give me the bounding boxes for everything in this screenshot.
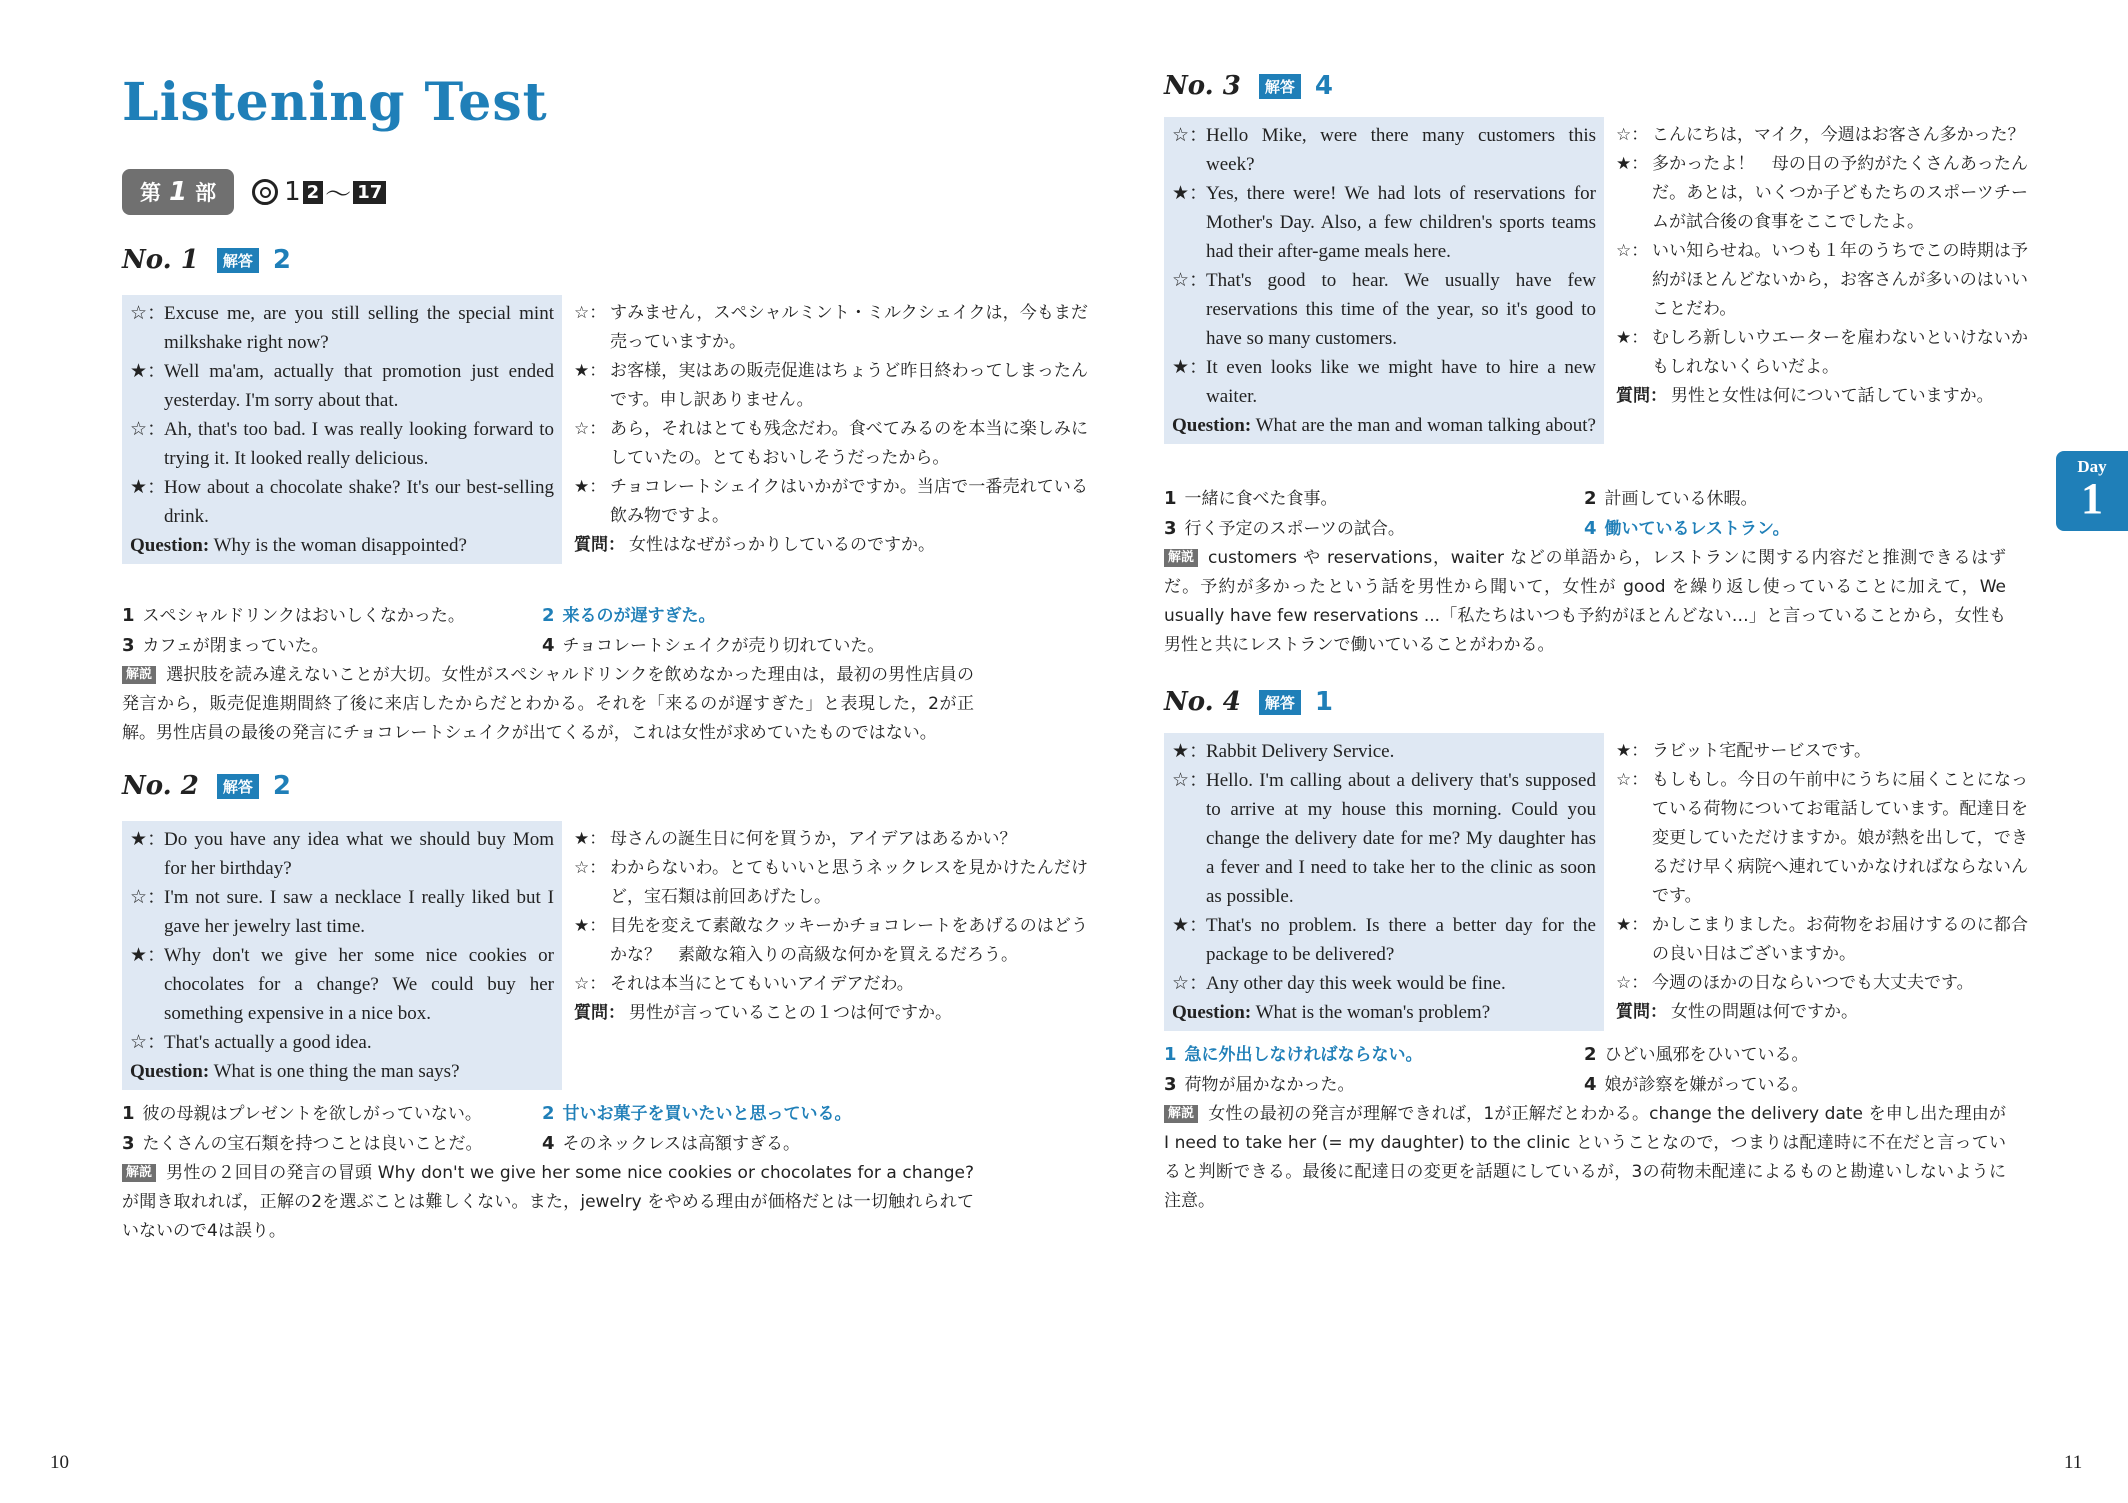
explanation-1 [122, 661, 974, 748]
choice: 4 そのネックレスは高額すぎる。 [542, 1133, 801, 1154]
translation-question: 質問： 女性はなぜがっかりしているのですか。 [574, 535, 935, 555]
script-line: ☆： Hello Mike, were there many customers this week? [1172, 125, 1596, 175]
choices-3 [1164, 484, 2004, 544]
choice-correct: 4 働いているレストラン。 [1584, 518, 1790, 539]
answer-number: 2 [272, 245, 291, 275]
script-line: ☆： I'm not sure. I saw a necklace I really liked but I gave her jewelry last time. [130, 887, 554, 937]
choice: 3 荷物が届かなかった。 [1164, 1074, 1355, 1095]
day-tab [2056, 451, 2128, 531]
choice: 2 ひどい風邪をひいている。 [1584, 1044, 1809, 1065]
translation-question: 質問： 男性が言っていることの１つは何ですか。 [574, 1003, 952, 1023]
answer-number: 1 [1314, 687, 1333, 717]
choices-4 [1164, 1040, 2004, 1100]
question-header-4 [1164, 687, 1333, 717]
translation-line: ☆： 今週のほかの日ならいつでも大丈夫です。 [1616, 973, 1974, 993]
translation-line: ☆： それは本当にとてもいいアイデアだわ。 [574, 974, 914, 994]
answer-number: 4 [1314, 71, 1333, 101]
choice-correct: 2 来るのが遅すぎた。 [542, 605, 716, 626]
script-line: ★： How about a chocolate shake? It's our best-selling drink. [130, 477, 554, 527]
script-line: ☆： That's actually a good idea. [130, 1032, 372, 1053]
cd-icon [252, 179, 278, 205]
part-label-pre: 第 [140, 181, 161, 205]
explanation-tag: 解説 [122, 1164, 156, 1182]
day-number: 1 [2081, 474, 2103, 523]
choices-1 [122, 601, 962, 661]
script-line: ☆： Hello. I'm calling about a delivery that's supposed to arrive at my house this morning. Could you change the delivery date for me? My daughter has a fever and I need to take her to the clinic as soon as possible. [1172, 770, 1596, 907]
explanation-text: 男性の２回目の発言の冒頭 Why don't we give her some nice cookies or chocolates for a change? が聞き取れれば，正解の2を選ぶことは難しくない。また，jewelry をやめる理由が価格だとは一切触れられていないので4は誤り。 [122, 1163, 974, 1241]
script-line: ☆： Any other day this week would be fine. [1172, 973, 1506, 994]
english-script [122, 821, 562, 1090]
answer-number: 2 [272, 771, 291, 801]
japanese-translation [1616, 117, 2028, 411]
script-line: ☆： Ah, that's too bad. I was really looking forward to trying it. It looked really delicious. [130, 419, 554, 469]
choice: 2 計画している休暇。 [1584, 488, 1758, 509]
translation-line: ★： 多かったよ！ 母の日の予約がたくさんあったんだ。あとは，いくつか子どもたちのスポーツチームが試合後の食事をここでしたよ。 [1616, 154, 2028, 232]
explanation-4 [1164, 1100, 2006, 1216]
script-line: ☆： That's good to hear. We usually have few reservations this time of the year, so it's good to have so many customers. [1172, 270, 1596, 349]
script-line: ★： It even looks like we might have to hire a new waiter. [1172, 357, 1596, 407]
explanation-3 [1164, 544, 2006, 660]
translation-line: ☆： もしもし。今日の午前中にうちに届くことになっている荷物についてお電話しています。配達日を変更していただけますか。娘が熱を出して，できるだけ早く病院へ連れていかなければならないんです。 [1616, 770, 2028, 906]
track-from: 2 [303, 181, 324, 204]
choice-correct: 2 甘いお菓子を買いたいと思っている。 [542, 1103, 852, 1124]
part-badge [122, 169, 234, 215]
english-script [1164, 733, 1604, 1031]
question-number: No. 1 [122, 245, 199, 275]
translation-question: 質問： 女性の問題は何ですか。 [1616, 1002, 1858, 1022]
script-line: ★： Why don't we give her some nice cookies or chocolates for a change? We could buy her something expensive in a nice box. [130, 945, 554, 1024]
track-to: 17 [353, 181, 386, 204]
page-title: Listening Test [122, 72, 548, 133]
explanation-2 [122, 1159, 974, 1246]
page-number-right: 11 [2064, 1452, 2083, 1473]
explanation-text: 女性の最初の発言が理解できれば，1が正解だとわかる。change the delivery date を申し出た理由が I need to take her (= my daughter) to the clinic ということなので，つまりは配達時に不在だと言っていると判断できる。最後に配達日の変更を話題にしているが，3の荷物未配達によるものと勘違いしないように注意。 [1164, 1104, 2006, 1211]
explanation-tag: 解説 [122, 666, 156, 684]
question-header-2 [122, 771, 291, 801]
choice: 3 カフェが閉まっていた。 [122, 635, 329, 656]
translation-line: ★： 目先を変えて素敵なクッキーかチョコレートをあげるのはどうかな？ 素敵な箱入りの高級な何かを買えるだろう。 [574, 916, 1088, 965]
track-tilde: 〜 [325, 179, 352, 210]
japanese-translation [574, 821, 1088, 1028]
choices-2 [122, 1099, 962, 1159]
choice: 3 たくさんの宝石類を持つことは良いことだ。 [122, 1133, 483, 1154]
question-line: Question: What are the man and woman talking about? [1172, 415, 1596, 436]
question-line: Question: What is one thing the man says? [130, 1061, 460, 1082]
answer-badge: 解答 [1259, 74, 1301, 99]
day-label: Day [2077, 457, 2107, 476]
translation-line: ☆： あら，それはとても残念だわ。食べてみるのを本当に楽しみにしていたの。とてもおいしそうだったから。 [574, 419, 1088, 468]
script-line: ★： Do you have any idea what we should buy Mom for her birthday? [130, 829, 554, 879]
question-line: Question: What is the woman's problem? [1172, 1002, 1491, 1023]
explanation-tag: 解説 [1164, 1105, 1198, 1123]
japanese-translation [1616, 733, 2028, 1027]
english-script [122, 295, 562, 564]
translation-question: 質問： 男性と女性は何について話していますか。 [1616, 386, 1994, 406]
translation-line: ☆： すみません，スペシャルミント・ミルクシェイクは，今もまだ売っていますか。 [574, 303, 1088, 352]
choice: 3 行く予定のスポーツの試合。 [1164, 518, 1405, 539]
translation-line: ★： かしこまりました。お荷物をお届けするのに都合の良い日はございますか。 [1616, 915, 2028, 964]
script-line: ★： Yes, there were! We had lots of reservations for Mother's Day. Also, a few children's sports teams had their after-game meals here. [1172, 183, 1596, 262]
script-line: ★： That's no problem. Is there a better day for the package to be delivered? [1172, 915, 1596, 965]
part-label-post: 部 [195, 181, 217, 205]
question-number: No. 2 [122, 771, 199, 801]
question-line: Question: Why is the woman disappointed? [130, 535, 467, 556]
answer-badge: 解答 [217, 774, 259, 799]
choice-correct: 1 急に外出しなければならない。 [1164, 1044, 1423, 1065]
part-header [122, 168, 388, 216]
english-script [1164, 117, 1604, 444]
choice: 1 スペシャルドリンクはおいしくなかった。 [122, 605, 465, 626]
choice: 1 彼の母親はプレゼントを欲しがっていない。 [122, 1103, 482, 1124]
translation-line: ★： お客様，実はあの販売促進はちょうど昨日終わってしまったんです。申し訳ありません。 [574, 361, 1088, 410]
answer-badge: 解答 [1259, 690, 1301, 715]
translation-line: ☆： わからないわ。とてもいいと思うネックレスを見かけたんだけど，宝石類は前回あげたし。 [574, 858, 1088, 907]
script-line: ★： Rabbit Delivery Service. [1172, 741, 1395, 762]
script-line: ★： Well ma'am, actually that promotion just ended yesterday. I'm sorry about that. [130, 361, 554, 411]
script-line: ☆： Excuse me, are you still selling the special mint milkshake right now? [130, 303, 554, 353]
translation-line: ★： 母さんの誕生日に何を買うか，アイデアはあるかい？ [574, 829, 1017, 849]
translation-line: ★： チョコレートシェイクはいかがですか。当店で一番売れている飲み物ですよ。 [574, 477, 1088, 526]
right-page [1064, 0, 2128, 1503]
answer-badge: 解答 [217, 248, 259, 273]
part-number: 1 [169, 177, 188, 207]
translation-line: ☆： いい知らせね。いつも１年のうちでこの時期は予約がほとんどないから，お客さんが多いのはいいことだわ。 [1616, 241, 2028, 319]
track-disc: 1 [284, 177, 301, 207]
choice: 1 一緒に食べた食事。 [1164, 488, 1338, 509]
page-number-left: 10 [50, 1452, 69, 1473]
question-number: No. 3 [1164, 71, 1241, 101]
explanation-text: customers や reservations，waiter などの単語から，レストランに関する内容だと推測できるはずだ。予約が多かったという話を男性から聞いて，女性が good を繰り返し使っていることに加えて，We usually have few reservations ...「私たちはいつも予約がほとんどない…」と言っていることから，女性も男性と共にレストランで働いていることがわかる。 [1164, 548, 2006, 655]
japanese-translation [574, 295, 1088, 560]
question-header-3 [1164, 71, 1333, 101]
choice: 4 チョコレートシェイクが売り切れていた。 [542, 635, 885, 656]
explanation-tag: 解説 [1164, 549, 1198, 567]
translation-line: ★： むしろ新しいウエーターを雇わないといけないかもしれないくらいだよ。 [1616, 328, 2028, 377]
translation-line: ★： ラビット宅配サービスです。 [1616, 741, 1871, 761]
translation-line: ☆： こんにちは，マイク，今週はお客さん多かった？ [1616, 125, 2025, 145]
question-number: No. 4 [1164, 687, 1241, 717]
choice: 4 娘が診察を嫌がっている。 [1584, 1074, 1809, 1095]
question-header-1 [122, 245, 291, 275]
track-info [252, 174, 388, 211]
explanation-text: 選択肢を読み違えないことが大切。女性がスペシャルドリンクを飲めなかった理由は，最初の男性店員の発言から，販売促進期間終了後に来店したからだとわかる。それを「来るのが遅すぎた」と表現した，2が正解。男性店員の最後の発言にチョコレートシェイクが出てくるが，これは女性が求めていたものではない。 [122, 665, 974, 743]
